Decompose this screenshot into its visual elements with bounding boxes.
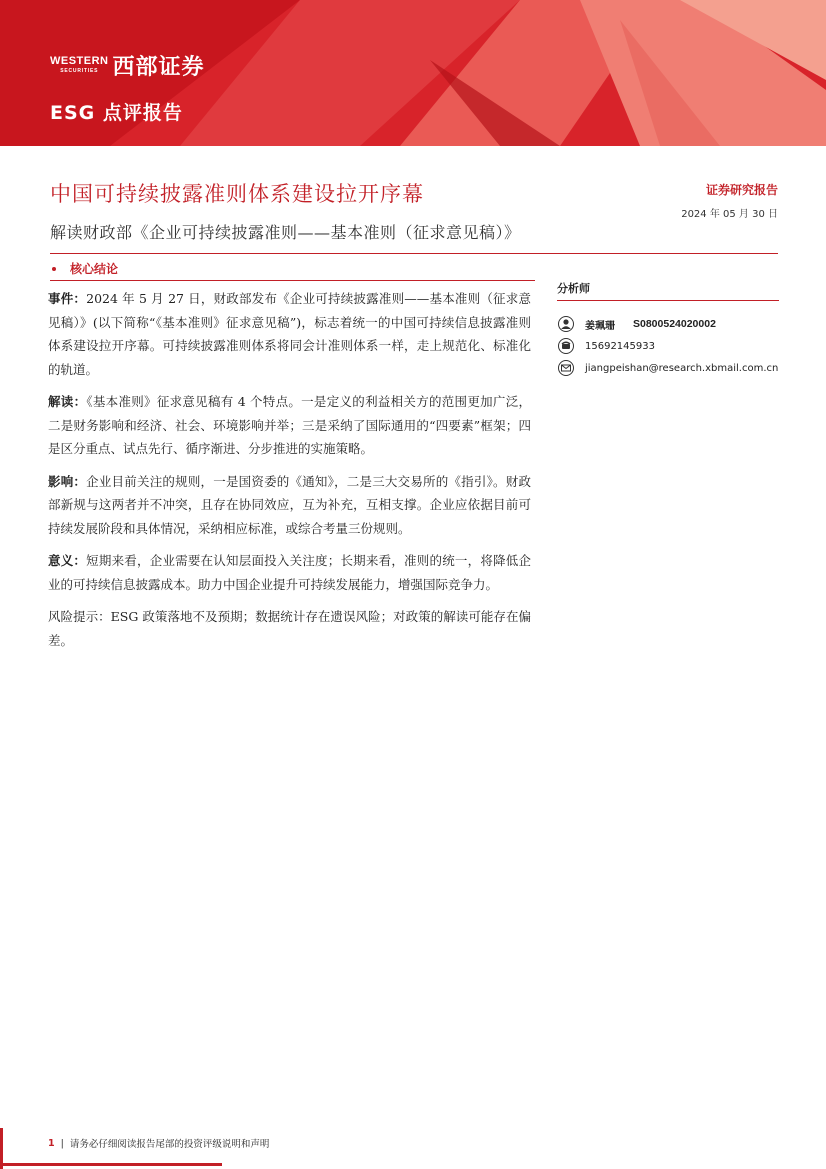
page-number: 1 xyxy=(48,1137,55,1149)
analyst-heading: 分析师 xyxy=(557,280,779,301)
analyst-email-row xyxy=(557,357,779,379)
logo-en-sub-text: SECURITIES xyxy=(60,67,99,74)
bullet-icon xyxy=(52,267,56,271)
footer-separator: | xyxy=(60,1137,64,1149)
paragraph-event xyxy=(48,287,531,381)
section-heading xyxy=(52,260,118,277)
paragraph-lead: 影响： xyxy=(48,473,87,489)
report-type-label: ESG 点评报告 xyxy=(50,102,183,124)
section-heading-text: 核心结论 xyxy=(70,262,119,276)
analyst-email[interactable]: jiangpeishan@research.xbmail.com.cn xyxy=(585,362,779,374)
paragraph-text: 短期来看，企业需要在认知层面投入关注度；长期来看，准则的统一，将降低企业的可持续信息披露成本。助力中国企业提升可持续发展能力，增强国际竞争力。 xyxy=(48,553,531,592)
phone-icon xyxy=(557,337,575,355)
paragraph-interpretation xyxy=(48,390,531,461)
paragraph-significance xyxy=(48,549,531,596)
analyst-name-row xyxy=(557,313,779,335)
person-icon xyxy=(557,315,575,333)
section-divider xyxy=(50,280,535,281)
header-banner xyxy=(0,0,826,146)
paragraph-lead: 事件： xyxy=(48,291,87,306)
analyst-phone-row xyxy=(557,335,779,357)
report-body xyxy=(48,287,531,661)
company-logo xyxy=(50,50,205,81)
paragraph-text: 风险提示：ESG 政策落地不及预期；数据统计存在遗误风险；对政策的解读可能存在偏差。 xyxy=(48,609,531,648)
analyst-phone: 15692145933 xyxy=(585,340,655,352)
logo-en-text: WESTERN xyxy=(50,54,109,67)
report-main-title: 中国可持续披露准则体系建设拉开序幕 xyxy=(50,182,424,206)
paragraph-lead: 解读： xyxy=(48,394,87,409)
analyst-name: 姜珮珊 xyxy=(585,320,615,332)
paragraph-impact xyxy=(48,470,531,541)
paragraph-risk xyxy=(48,605,531,652)
report-sub-title: 解读财政部《企业可持续披露准则——基本准则（征求意见稿）》 xyxy=(50,223,521,242)
title-divider xyxy=(50,253,778,254)
document-type: 证券研究报告 xyxy=(705,183,778,197)
paragraph-text: 2024 年 5 月 27 日，财政部发布《企业可持续披露准则——基本准则（征求意见稿）》(以下简称“《基本准则》征求意见稿”)，标志着统一的中国可持续信息披露准则体系建设拉开序幕。可持续披露准则体系将同会计准则体系一样，走上规范化、标准化的轨道。 xyxy=(48,291,531,377)
logo-english xyxy=(50,56,109,76)
report-date: 2024 年 05 月 30 日 xyxy=(681,209,778,220)
footer-disclaimer: 请务必仔细阅读报告尾部的投资评级说明和声明 xyxy=(69,1139,270,1150)
analyst-license-code: S0800524020002 xyxy=(633,318,716,330)
corner-accent-horizontal xyxy=(0,1163,222,1166)
page-footer xyxy=(48,1136,269,1150)
paragraph-lead: 意义： xyxy=(48,553,87,568)
mail-icon xyxy=(557,359,575,377)
logo-chinese: 西部证券 xyxy=(112,55,205,80)
analyst-panel xyxy=(557,280,779,379)
paragraph-text: 《基本准则》征求意见稿有 4 个特点。一是定义的利益相关方的范围更加广泛，二是财务影响和经济、社会、环境影响并举；三是采纳了国际通用的“四要素”框架；四是区分重点、试点先行、循序渐进、分步推进的实施策略。 xyxy=(48,394,531,456)
paragraph-text: 企业目前关注的规则，一是国资委的《通知》，二是三大交易所的《指引》。财政部新规与这两者并不冲突，且存在协同效应，互为补充，互相支撑。企业应依据目前可持续发展阶段和具体情况，采纳相应标准，或综合考量三份规则。 xyxy=(48,473,531,536)
